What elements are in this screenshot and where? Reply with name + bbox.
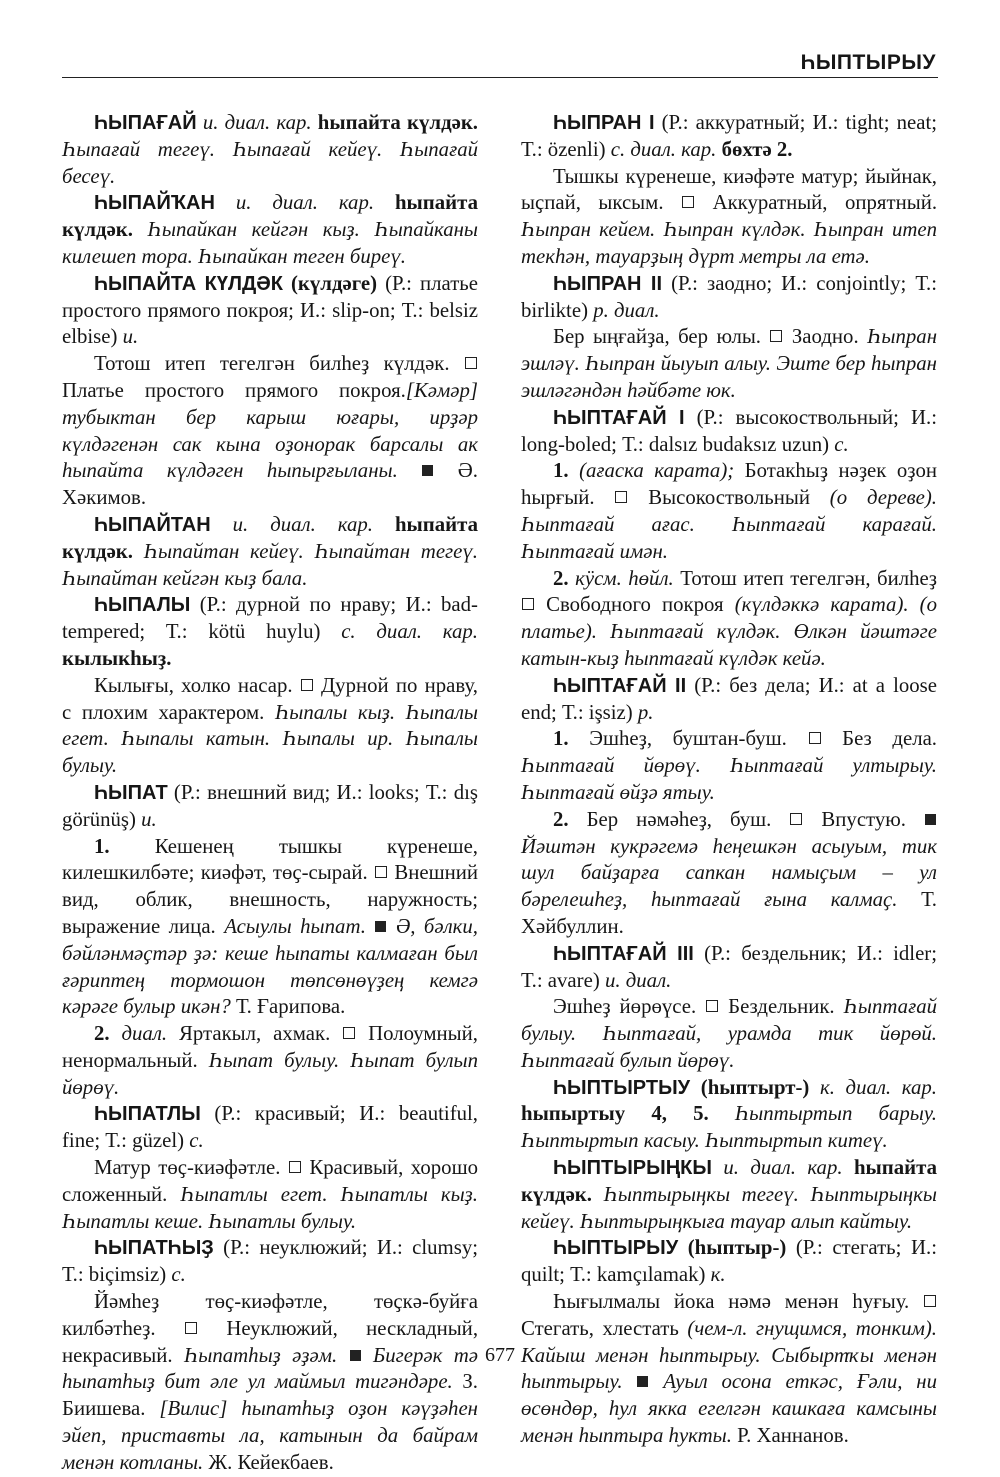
usage-note: (күлдәккә карата). — [723, 593, 909, 617]
grammar-label: и. — [141, 807, 157, 831]
definition-text: Һығылмалы йока нәмә менән һуғыу. — [553, 1290, 910, 1314]
example-text: Һыпран кейем. Һыпран күлдәк. Һыпран итеп текһән, тауарҙың дүрт метры ла етә. — [521, 218, 937, 268]
definition-text: Бер ыңғайҙа, бер юлы. — [553, 325, 762, 349]
example-text: Кайыш менән һыптырыу. Сыбыртҡы менән һыптырыу. — [521, 1343, 937, 1394]
entry-sense — [62, 673, 478, 780]
headword: ҺЫПРАН II — [553, 272, 663, 295]
entry-sense — [521, 458, 937, 565]
definition-text — [712, 1156, 723, 1179]
grammar-label: и. диал. кар. — [235, 191, 375, 215]
grammar-label: кӱсм. һөйл. — [568, 566, 674, 590]
russian-translation: Без дела. — [842, 727, 938, 751]
headword-form: (күлдәге) — [282, 271, 378, 295]
grammar-label: р. диал. — [593, 298, 660, 322]
quotation-marker-icon — [422, 465, 433, 476]
entry-sense — [521, 807, 937, 941]
quotation-text: Ауыл осона еткәс, Ғәли, ни өсөндөр, һул якка егелгән кашкаға камсыны менән һыптыра һукты. — [521, 1370, 937, 1448]
example-text: Асыулы һыпат. — [215, 914, 366, 938]
translation-marker-icon — [375, 866, 387, 878]
quotation-source: Т. Хәйбуллин. — [521, 888, 937, 938]
cross-reference: кылыкһыҙ. — [62, 646, 172, 670]
dictionary-entry — [521, 1075, 937, 1155]
example-text: Һыпатлы егет. Һыпатлы кыҙ. Һыпатлы кеше. Һыпатлы булыу. — [62, 1182, 478, 1233]
grammar-label: к. диал. кар. — [819, 1075, 937, 1099]
definition-text: Матур төҫ-киәфәтле. — [94, 1156, 281, 1180]
definition-text: (Р.: аккуратный; И.: tight; neat; Т.: özenli) — [521, 111, 938, 161]
russian-translation: Дурной по нраву, с плохим характером. — [62, 673, 478, 724]
translation-marker-icon — [770, 330, 782, 342]
headword: ҺЫПАЙТАН — [94, 513, 211, 536]
dictionary-entry — [521, 271, 937, 325]
example-text: Һыпатһыҙ әҙәм. — [172, 1343, 338, 1367]
definition-text: (Р.: платье простого прямого покроя; И.: slip-on; Т.: belsiz elbise) — [62, 271, 478, 349]
russian-translation: Неуклюжий, нескладный, некрасивый. — [62, 1316, 479, 1367]
definition-text: (Р.: бездельник; И.: idler; Т.: avare) — [521, 941, 938, 992]
dictionary-entry — [521, 1155, 937, 1235]
headword: ҺЫПАЙТА КҮЛДӘК — [94, 272, 283, 295]
translation-marker-icon — [289, 1161, 301, 1173]
definition-text: (Р.: красивый; И.: beautiful, fine; Т.: güzel) — [62, 1102, 478, 1153]
sense-number: 2. — [553, 807, 569, 831]
dictionary-entry — [62, 1101, 478, 1155]
definition-text — [211, 513, 233, 536]
dictionary-entry — [62, 512, 478, 592]
headword: ҺЫПТАҒАЙ I — [553, 406, 685, 429]
definition-text: Бер нәмәһеҙ, буш. — [568, 807, 772, 831]
definition-text: (Р.: внешний вид; И.: looks; Т.: dış görünüş) — [62, 780, 478, 831]
grammar-label: и. диал. кар. — [202, 111, 312, 134]
definition-text: Ботакһыҙ нәҙек оҙон — [734, 459, 937, 483]
definition-text: Кылығы, холко насар. — [94, 673, 293, 697]
translation-marker-icon — [682, 196, 694, 208]
entry-sense — [62, 1021, 478, 1101]
entry-sense — [62, 834, 478, 1022]
definition-text: Тотош итеп тегелгән билһеҙ күлдәк. — [94, 352, 450, 376]
grammar-label: с. диал. кар. — [610, 137, 717, 161]
dictionary-entry — [521, 110, 937, 164]
headword: ҺЫПАТ — [94, 781, 168, 804]
entry-sense — [521, 164, 937, 271]
quotation-marker-icon — [637, 1376, 648, 1387]
example-text: [Кәмәр] тубыктан бер карыш юғары, ирҙәр күлдәгенән сак кына оҙонорак барсалы ак һыпайта күлдәген һыпырғыланы. — [62, 378, 478, 483]
quotation-marker-icon — [350, 1350, 361, 1361]
grammar-label: с. диал. кар. — [341, 620, 478, 644]
translation-marker-icon — [706, 1000, 718, 1012]
dictionary-entry — [521, 673, 937, 727]
definition-text: һырғый. — [521, 486, 595, 510]
left-column — [62, 110, 478, 1477]
russian-translation: Заодно. — [791, 325, 859, 349]
headword: ҺЫПТЫРЫУ — [553, 1237, 679, 1260]
definition-text: (Р.: высокоствольный; И.: long-boled; Т.: dalsız budaksız uzun) — [521, 405, 937, 456]
headword-form: (һыптыр-) — [678, 1236, 787, 1260]
russian-translation: Полоумный, ненормальный. — [62, 1022, 478, 1072]
dictionary-entry — [62, 271, 478, 351]
example-text: Һыптырыңкы тегеү. Һыптырыңкы кейеү. Һыптырыңкыға тауар алып кайтыу. — [521, 1182, 937, 1233]
grammar-label: с. — [189, 1129, 204, 1153]
entry-sense — [62, 351, 478, 512]
grammar-label: с. — [171, 1263, 186, 1287]
entry-sense — [62, 1289, 478, 1477]
translation-marker-icon — [790, 813, 802, 825]
headword: ҺЫПАЙҠАН — [94, 192, 215, 215]
example-text: Һыпран эшләү. Һыпран йыуып алыу. Эште бер һыпран эшләгәндән һәйбәте юк. — [521, 325, 938, 402]
usage-note: (о платье). — [521, 593, 937, 644]
grammar-label: к. — [710, 1263, 726, 1287]
header-rule — [62, 77, 938, 78]
usage-note: (о дереве). — [809, 486, 937, 510]
quotation-text: Ә, бәлки, бәйләнмәҫтәр ҙә: кеше һыпаты калмаған был ғәриптең тормошон төпсөнөүҙең кемгә кәрәге булыр икән? — [62, 914, 479, 1019]
grammar-label: р. — [637, 700, 654, 724]
page-number: 677 — [485, 1344, 515, 1366]
usage-note: (чем-л. гнущимся, тонким). — [678, 1316, 937, 1340]
definition-text: (Р.: неуклюжий; И.: clumsy; Т.: biçimsiz) — [62, 1236, 478, 1287]
example-text: Һыпайкан кейгән кыҙ. Һыпайканы килешеп тора. Һыпайкан теген биреү. — [62, 218, 478, 268]
translation-marker-icon — [615, 491, 627, 503]
quotation-source: Р. Ханнанов. — [731, 1424, 849, 1448]
entry-sense — [521, 994, 937, 1074]
definition-text: Тышкы күренеше, киәфәте матур; йыйнак, ыҫпай, ыксым. — [521, 164, 937, 215]
dictionary-entry — [62, 1235, 478, 1289]
entry-sense — [62, 1155, 478, 1235]
example-text: Һыптыртып барыу. Һыптыртып касыу. Һыптыртып китеү. — [521, 1102, 938, 1153]
headword: ҺЫПАЛЫ — [94, 594, 191, 617]
quotation-source: З. Биишева. — [62, 1370, 478, 1421]
quotation-source: Ж. Кейекбаев. — [203, 1450, 334, 1474]
quotation-text: Йәштән кукрәгемә һеңешкән асыуым, тик шул байҙарға сапкан намыҫым – ул бәрелешһеҙ, һыптағай ғына калмаҫ. — [521, 834, 937, 912]
russian-translation: Стегать, хлестать — [521, 1316, 679, 1340]
definition-text: Тотош итеп тегелгән, билһеҙ — [673, 566, 937, 590]
quotation-marker-icon — [375, 921, 386, 932]
cross-reference: һыпайта күлдәк. — [62, 512, 478, 563]
quotation-marker-icon — [925, 814, 936, 825]
headword-form: (һыптырт-) — [690, 1075, 810, 1099]
grammar-label: и. — [122, 325, 139, 349]
russian-translation: Высокоствольный — [648, 486, 810, 510]
definition-text: (Р.: без дела; И.: at a loose end; Т.: işsiz) — [521, 673, 938, 724]
quotation-text: Бигерәк тә һыпатһыҙ бит әле ул маймыл тигәндәре. — [62, 1343, 478, 1394]
russian-translation: Внешний вид, облик, внешность, наружность; выражение лица. — [62, 861, 479, 938]
sense-number: 2. — [553, 566, 569, 590]
grammar-label: и. диал. кар. — [723, 1156, 843, 1180]
headword: ҺЫПРАН I — [553, 112, 655, 134]
sense-number: 2. — [94, 1022, 110, 1046]
translation-marker-icon — [185, 1322, 197, 1334]
entry-sense — [521, 324, 937, 404]
definition-text — [809, 1076, 820, 1099]
example-text: Һыптағай күлдәк. Өлкән йәштәге катын-кыҙ һыптағай күлдәк кейә. — [521, 620, 937, 670]
dictionary-entry — [521, 941, 937, 995]
quotation-text: [Вилис] һыпатһыҙ оҙон кәүҙәһен эйеп, приставты ла, катынын да байрам менән котланы. — [62, 1397, 478, 1474]
example-text: Һыпалы кыҙ. Һыпалы егет. Һыпалы катын. Һыпалы ир. Һыпалы булыу. — [62, 700, 478, 778]
headword: ҺЫПТЫРТЫУ — [553, 1076, 691, 1099]
dictionary-entry — [62, 190, 478, 270]
grammar-label: (ағаска карата); — [568, 459, 735, 483]
dictionary-entry — [521, 405, 937, 459]
example-text: Һыпайтан кейеү. Һыпайтан тегеү. Һыпайтан кейгән кыҙ бала. — [62, 539, 478, 590]
definition-text: Кешенең тышкы күренеше, килешкилбәте; киәфәт, төҫ-сырай. — [62, 834, 478, 885]
russian-translation: Свободного покроя — [546, 593, 724, 617]
dictionary-entry — [62, 110, 478, 190]
cross-reference: бөхтә 2. — [716, 137, 793, 161]
definition-text: Эшһеҙ, буштан-буш. — [568, 727, 787, 751]
dictionary-entry — [521, 1235, 937, 1289]
grammar-label: и. диал. кар. — [232, 512, 373, 536]
russian-translation: Платье простого прямого покроя. — [62, 378, 406, 402]
headword: ҺЫПАТЛЫ — [94, 1103, 201, 1126]
grammar-label: диал. — [109, 1022, 168, 1046]
russian-translation: Аккуратный, опрятный. — [712, 191, 938, 215]
headword: ҺЫПТЫРЫҢКЫ — [553, 1157, 712, 1180]
sense-number: 1. — [94, 834, 110, 858]
grammar-label: с. — [834, 432, 849, 456]
definition-text — [215, 191, 236, 214]
sense-number: 1. — [553, 459, 569, 483]
cross-reference: һыпайта күлдәк. — [311, 111, 478, 134]
russian-translation: Впустую. — [821, 807, 907, 831]
russian-translation: Бездельник. — [728, 995, 835, 1019]
definition-text: Яртакыл, ахмак. — [167, 1022, 331, 1046]
dictionary-entry — [62, 592, 478, 672]
cross-reference: һыпайта күлдәк. — [62, 191, 478, 242]
example-text: Һыптағай булыу. Һыптағай, урамда тик йөрөй. Һыптағай булып йөрөү. — [521, 995, 937, 1072]
definition-text: (Р.: стегать; И.: quilt; Т.: kamçılamak) — [521, 1236, 937, 1287]
translation-marker-icon — [809, 732, 821, 744]
quotation-source: Т. Ғарипова. — [230, 995, 346, 1019]
russian-translation: Красивый, хорошо сложенный. — [62, 1156, 478, 1206]
translation-marker-icon — [924, 1295, 936, 1307]
definition-text: Йәмһеҙ төҫ-киәфәтле, төҫкә-буйға килбәтһеҙ. — [62, 1290, 478, 1340]
definition-text: (Р.: дурной по нраву; И.: bad-tempered; Т.: kötü huylu) — [62, 593, 478, 644]
headword: ҺЫПТАҒАЙ II — [553, 674, 687, 697]
translation-marker-icon — [301, 679, 313, 691]
running-head: ҺЫПТЫРЫУ — [800, 51, 936, 74]
example-text: Һыпат булыу. Һыпат булып йөрөү. — [62, 1048, 478, 1099]
headword: ҺЫПАҒАЙ — [94, 112, 197, 134]
grammar-label: и. диал. — [604, 968, 672, 992]
cross-reference: һыпайта күлдәк. — [521, 1156, 937, 1206]
headword: ҺЫПАТҺЫҘ — [94, 1237, 214, 1260]
dictionary-entry — [62, 780, 478, 834]
example-text: Һыпағай тегеү. Һыпағай кейеү. Һыпағай бесеү. — [62, 137, 478, 188]
definition-text: Эшһеҙ йөрөүсе. — [553, 995, 697, 1019]
cross-reference: һыпыртыу 4, 5. — [521, 1102, 709, 1126]
translation-marker-icon — [522, 598, 534, 610]
quotation-source: Ә. Хәкимов. — [62, 459, 478, 510]
translation-marker-icon — [465, 357, 477, 369]
sense-number: 1. — [553, 727, 569, 751]
example-text: Һыптағай йөрөү. Һыптағай ултырыу. Һыптағай өйҙә ятыу. — [521, 754, 937, 804]
entry-sense — [521, 1289, 937, 1450]
translation-marker-icon — [343, 1027, 355, 1039]
headword: ҺЫПТАҒАЙ III — [553, 942, 694, 965]
example-text: Һыптағай ағас. Һыптағай карағай. Һыптағай имән. — [521, 512, 937, 563]
right-column — [521, 110, 937, 1450]
definition-text: (Р.: заодно; И.: conjointly; Т.: birlikte) — [521, 271, 937, 322]
entry-sense — [521, 726, 937, 806]
entry-sense — [521, 566, 937, 673]
